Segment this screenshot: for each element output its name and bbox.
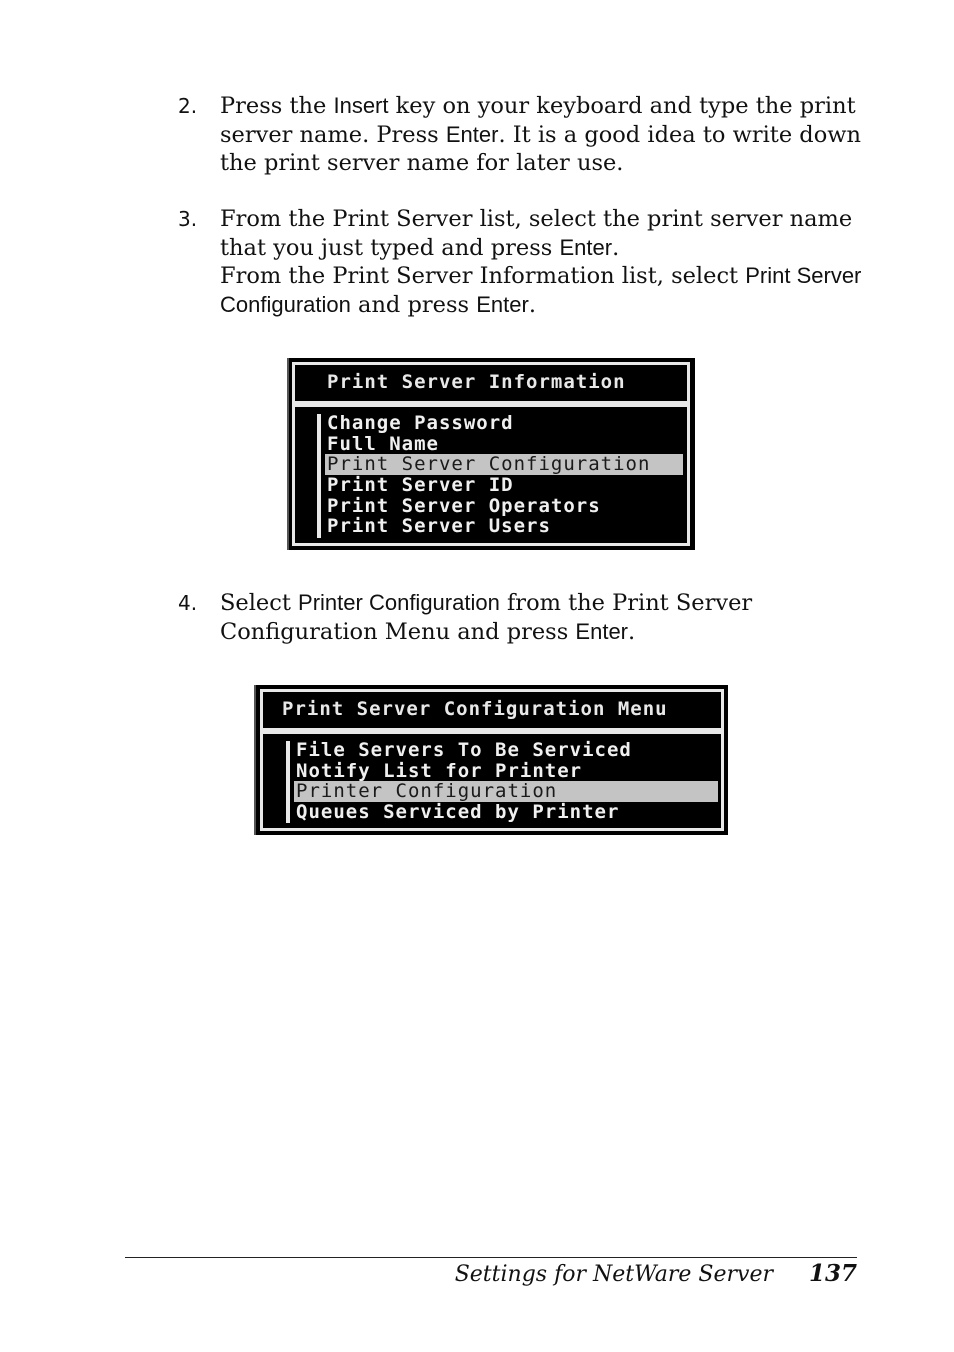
menu-item[interactable]: Queues Serviced by Printer <box>296 801 620 824</box>
menu-list <box>294 740 718 824</box>
footer-rule <box>125 1257 857 1258</box>
step-3 <box>178 205 868 319</box>
text-run: from the Print Server Configuration Menu and press <box>220 590 753 645</box>
ui-term: Printer Configuration <box>298 590 500 615</box>
screen-title: Print Server Information <box>327 371 626 393</box>
menu-item[interactable]: File Servers To Be Serviced <box>296 740 632 761</box>
step-number: 2. <box>178 94 198 118</box>
ui-term: Enter <box>559 234 613 260</box>
ui-term: Enter <box>476 291 529 317</box>
text-run: Select <box>220 590 299 616</box>
step-2 <box>178 92 868 178</box>
menu-item[interactable]: Full Name <box>327 432 439 455</box>
list-scroll-bar <box>317 414 321 538</box>
text-run: key on your keyboard and type the print server name. Press <box>220 93 856 148</box>
step-text <box>220 92 868 178</box>
ui-term: Print Server Configuration <box>220 263 862 317</box>
text-run: . It is a good idea to write down the print server name for later use. <box>220 121 862 176</box>
menu-item[interactable]: Notify List for Printer <box>296 759 583 782</box>
ui-term: Insert <box>333 93 389 118</box>
text-run: From the Print Server list, select the print server name that you just typed and press <box>220 206 853 261</box>
ui-term: Enter <box>575 618 629 644</box>
step-text <box>220 589 868 646</box>
menu-item[interactable]: Printer Configuration <box>294 781 718 802</box>
text-run: . <box>528 291 536 318</box>
menu-item[interactable]: Print Server Configuration <box>325 454 683 475</box>
text-run: . <box>612 234 620 261</box>
menu-item[interactable]: Print Server ID <box>327 474 514 497</box>
list-scroll-bar <box>286 741 290 823</box>
step-number: 4. <box>178 591 198 615</box>
text-run: Press the <box>220 93 334 119</box>
menu-list <box>325 413 683 537</box>
step-text <box>220 205 868 319</box>
text-run: and press <box>350 291 477 318</box>
step-4 <box>178 589 868 646</box>
screen-title: Print Server Configuration Menu <box>282 698 668 720</box>
page-number: 137 <box>808 1260 857 1287</box>
text-run: . <box>628 618 636 645</box>
ui-term: Enter <box>445 121 499 147</box>
print-server-configuration-menu-screen <box>254 685 728 835</box>
footer-section-title: Settings for NetWare Server <box>454 1262 773 1287</box>
step-number: 3. <box>178 207 198 231</box>
menu-item[interactable]: Print Server Operators <box>327 494 601 517</box>
menu-item[interactable]: Change Password <box>327 413 514 434</box>
print-server-information-screen <box>287 358 695 550</box>
text-run: From the Print Server Information list, select <box>220 263 746 289</box>
menu-item[interactable]: Print Server Users <box>327 515 551 537</box>
